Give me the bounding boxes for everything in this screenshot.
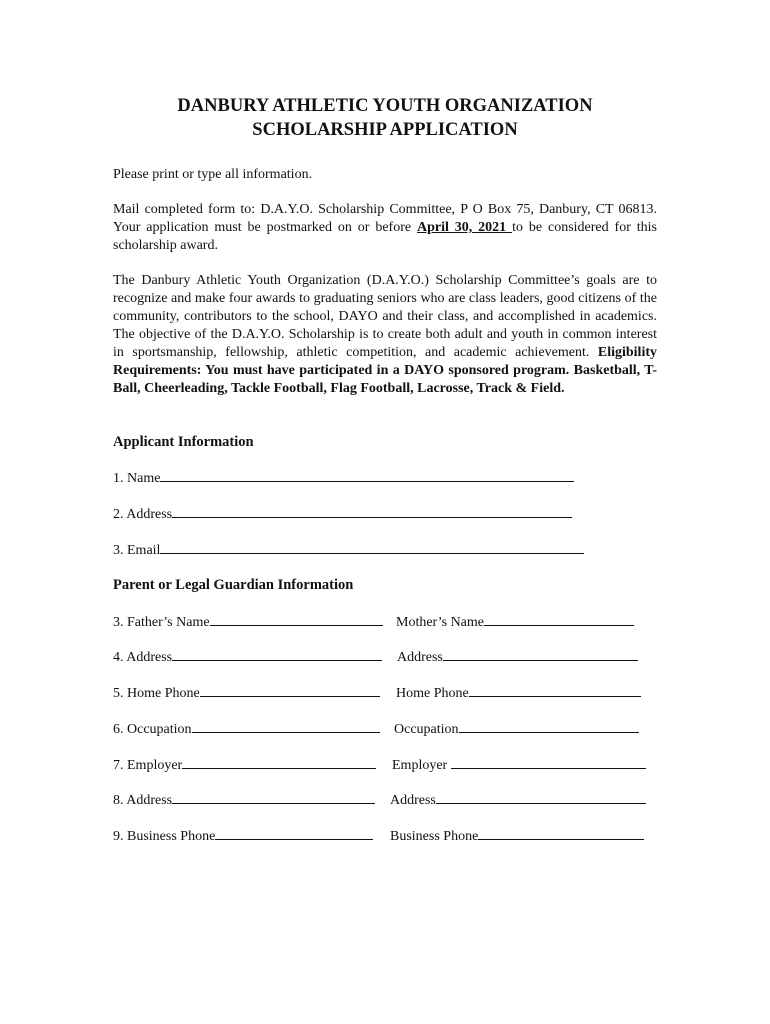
address-label: 2. Address xyxy=(113,507,173,522)
parent1-business-phone-input-line[interactable] xyxy=(215,826,373,840)
father-name-input-line[interactable] xyxy=(210,612,383,626)
name-label: 1. Name xyxy=(113,471,161,486)
deadline-date: April 30, 2021 xyxy=(416,220,513,235)
email-label: 3. Email xyxy=(113,543,161,558)
parent2-business-address-field[interactable] xyxy=(390,790,646,810)
parent1-employer-input-line[interactable] xyxy=(182,755,376,769)
applicant-email-field[interactable] xyxy=(113,540,584,560)
parent2-employer-label: Employer xyxy=(392,758,451,773)
parent2-business-phone-input-line[interactable] xyxy=(478,826,644,840)
parent2-phone-input-line[interactable] xyxy=(469,683,641,697)
mail-instruction-text: Mail completed form to: D.A.Y.O. Scholarship Committee, P O Box 75, Danbury, CT 06813. Your application must be postmarked on or before xyxy=(113,202,657,235)
parent2-employer-field[interactable] xyxy=(392,755,646,775)
mother-name-input-line[interactable] xyxy=(484,612,634,626)
parent1-employer-field[interactable] xyxy=(113,755,376,775)
parent2-phone-label: Home Phone xyxy=(396,686,469,701)
parent1-occupation-label: 6. Occupation xyxy=(113,722,192,737)
mail-instruction-end: to be considered for this scholarship award. xyxy=(113,220,658,253)
print-instruction: Please print or type all information. xyxy=(113,167,313,182)
parent1-address-input-line[interactable] xyxy=(172,647,382,661)
parent2-business-phone-label: Business Phone xyxy=(390,829,479,844)
parent1-address-field[interactable] xyxy=(113,647,382,667)
applicant-heading: Applicant Information xyxy=(113,434,254,450)
parent1-business-address-field[interactable] xyxy=(113,790,375,810)
parent1-business-address-label: 8. Address xyxy=(113,793,173,808)
address-input-line[interactable] xyxy=(172,504,572,518)
parent1-business-phone-label: 9. Business Phone xyxy=(113,829,216,844)
mother-name-label: Mother’s Name xyxy=(396,615,484,630)
parent1-business-address-input-line[interactable] xyxy=(172,790,375,804)
parent1-occupation-field[interactable] xyxy=(113,719,380,739)
parent2-business-phone-field[interactable] xyxy=(390,826,644,846)
parent1-employer-label: 7. Employer xyxy=(113,758,183,773)
parent2-business-address-label: Address xyxy=(390,793,436,808)
eligibility-requirements: Eligibility Requirements: You must have participated in a DAYO sponsored program. Basketball, T-Ball, Cheerleading, Tackle Football, Flag Football, Lacrosse, Track & Field. xyxy=(113,345,657,396)
applicant-name-field[interactable] xyxy=(113,468,574,488)
parent-heading: Parent or Legal Guardian Information xyxy=(113,577,354,593)
goals-text: The Danbury Athletic Youth Organization (D.A.Y.O.) Scholarship Committee’s goals are to recognize and make four awards to graduating seniors who are class leaders, good citizens of the community, contributors to the school, DAYO and their class, and accomplished in academics. The objective of the D.A.Y.O. Scholarship is to create both adult and youth in common interest in sportsmanship, fellowship, athletic competition, and academic achievement. xyxy=(113,273,657,360)
parent1-address-label: 4. Address xyxy=(113,650,173,665)
parent2-address-label: Address xyxy=(397,650,443,665)
parent1-business-phone-field[interactable] xyxy=(113,826,373,846)
parent1-phone-label: 5. Home Phone xyxy=(113,686,200,701)
parent2-occupation-field[interactable] xyxy=(394,719,639,739)
parent1-occupation-input-line[interactable] xyxy=(192,719,380,733)
form-subtitle: SCHOLARSHIP APPLICATION xyxy=(252,120,518,140)
parent2-address-field[interactable] xyxy=(397,647,638,667)
mail-instruction xyxy=(113,201,657,255)
form-title: DANBURY ATHLETIC YOUTH ORGANIZATION xyxy=(177,96,593,116)
parent2-occupation-input-line[interactable] xyxy=(459,719,639,733)
parent2-occupation-label: Occupation xyxy=(394,722,459,737)
parent2-employer-input-line[interactable] xyxy=(451,755,646,769)
mother-name-field[interactable] xyxy=(396,612,634,632)
parent2-phone-field[interactable] xyxy=(396,683,641,703)
applicant-address-field[interactable] xyxy=(113,504,572,524)
name-input-line[interactable] xyxy=(160,468,574,482)
father-name-label: 3. Father’s Name xyxy=(113,615,210,630)
parent1-phone-field[interactable] xyxy=(113,683,380,703)
parent2-business-address-input-line[interactable] xyxy=(436,790,646,804)
parent1-phone-input-line[interactable] xyxy=(200,683,380,697)
email-input-line[interactable] xyxy=(160,540,584,554)
goals-paragraph xyxy=(113,272,657,398)
father-name-field[interactable] xyxy=(113,612,383,632)
parent2-address-input-line[interactable] xyxy=(443,647,638,661)
